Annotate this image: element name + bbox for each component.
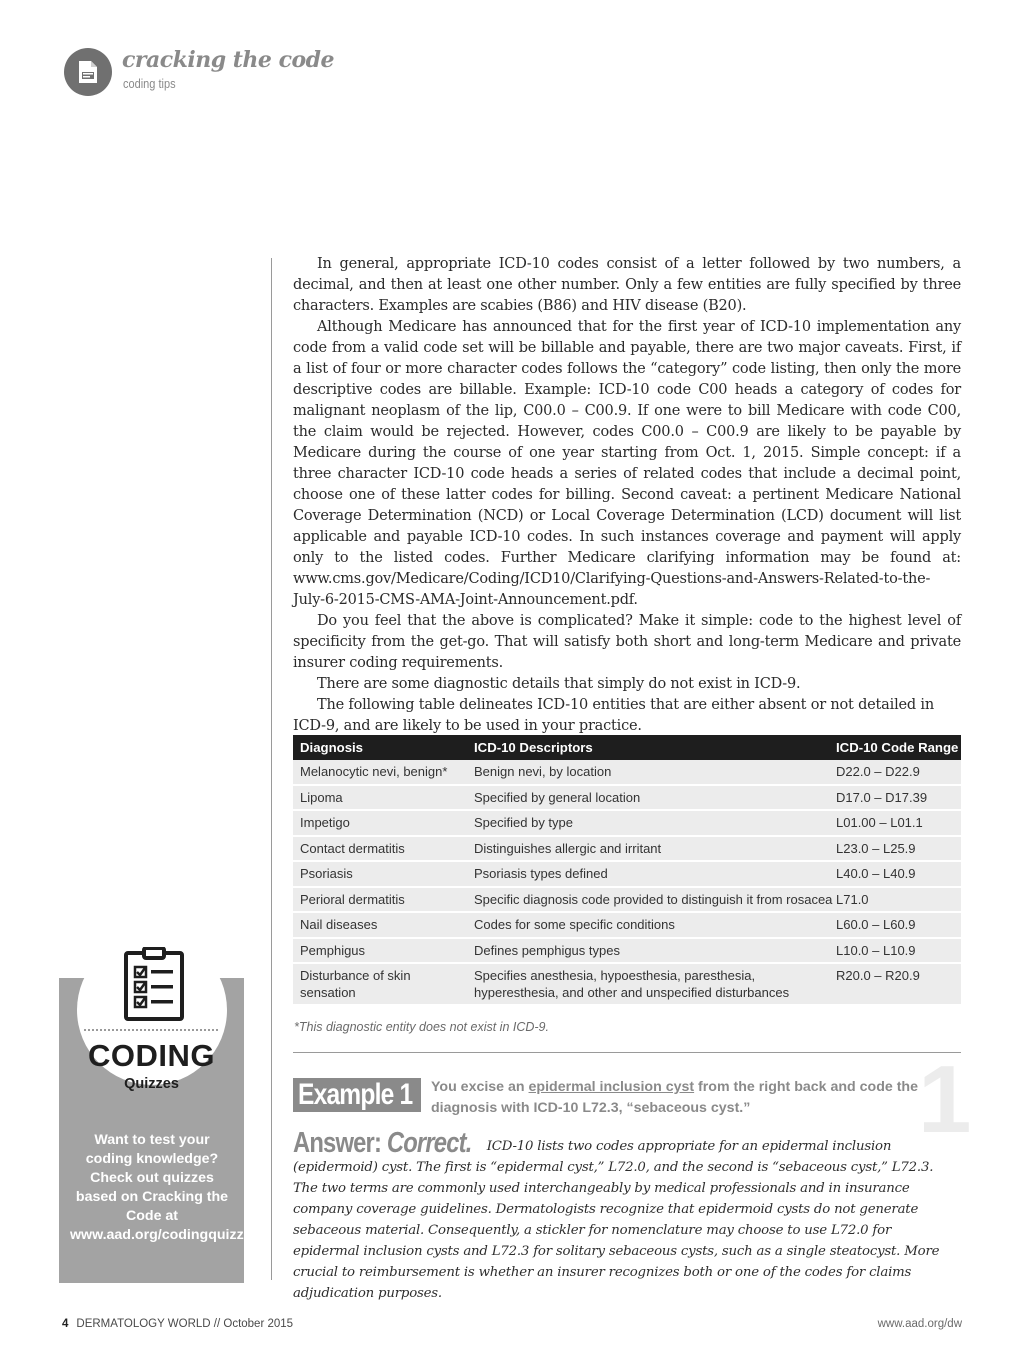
- cell-range: L40.0 – L40.9: [833, 861, 961, 887]
- quizzes-promo-text[interactable]: Want to test your coding knowledge? Check out quizzes based on Cracking the Code at www.aad.org/codingquizzes.: [70, 1132, 264, 1243]
- cell-descriptors: Specified by type: [467, 810, 833, 836]
- cell-descriptors: Specific diagnosis code provided to distinguish it from rosacea: [467, 887, 833, 913]
- example-badge-label: Example 1: [298, 1078, 413, 1111]
- example-number: 1: [918, 1046, 972, 1153]
- table-footnote: *This diagnostic entity does not exist in ICD-9.: [294, 1020, 549, 1034]
- cell-diagnosis: Melanocytic nevi, benign*: [293, 760, 467, 785]
- example-question: [431, 1077, 951, 1119]
- paragraph: Do you feel that the above is complicated? Make it simple: code to the highest level of specificity from the get-go. That will satisfy both short and long-term Medicare and private insurer coding requirements.: [293, 613, 961, 671]
- cell-range: D17.0 – D17.39: [833, 785, 961, 811]
- header-code-range: ICD-10 Code Range: [833, 735, 961, 760]
- paragraph: There are some diagnostic details that simply do not exist in ICD-9.: [317, 676, 801, 692]
- table-row: [293, 938, 961, 964]
- answer-verdict: Correct.: [386, 1127, 472, 1159]
- example-text-before: You excise an: [431, 1079, 529, 1095]
- footer-url[interactable]: www.aad.org/dw: [877, 1318, 962, 1330]
- cell-descriptors: Specified by general location: [467, 785, 833, 811]
- cell-descriptors: Distinguishes allergic and irritant: [467, 836, 833, 862]
- table-row: [293, 887, 961, 913]
- cell-diagnosis: Perioral dermatitis: [293, 887, 467, 913]
- table-row: [293, 760, 961, 785]
- paragraph: The following table delineates ICD-10 entities that are either absent or not detailed in ICD-9, and are likely to be used in your practice.: [293, 697, 934, 734]
- table-row: [293, 810, 961, 836]
- example-text-after: from the right back and code the diagnosis with ICD-10 L72.3, “sebaceous cyst.”: [431, 1079, 918, 1116]
- cell-range: L60.0 – L60.9: [833, 912, 961, 938]
- cell-descriptors: Benign nevi, by location: [467, 760, 833, 785]
- publication-info: DERMATOLOGY WORLD // October 2015: [76, 1318, 294, 1330]
- section-divider: [293, 1052, 961, 1053]
- table-header-row: [293, 735, 961, 760]
- header-descriptors: ICD-10 Descriptors: [467, 735, 833, 760]
- answer-text: ICD-10 lists two codes appropriate for an epidermal inclusion (epidermoid) cyst. The first is “epidermal cyst,” L72.0, and the second is “sebaceous cyst,” L72.3. The two terms are commonly used interchangeably by medical professionals and in insurance company coverage guidelines. Dermatologists recognize that epidermoid cysts do not generate sebaceous material. Consequently, a stickler for nomenclature may choose to use L72.0 for epidermal inclusion cysts and L72.3 for solitary sebaceous cysts, such as a single steatocyst. More crucial to reimbursement is whether an insurer recognizes both or one of the codes for claims adjudication purposes.: [293, 1139, 940, 1301]
- cell-diagnosis: Psoriasis: [293, 861, 467, 887]
- cell-diagnosis: Impetigo: [293, 810, 467, 836]
- article-body: [293, 254, 961, 737]
- cell-descriptors: Defines pemphigus types: [467, 938, 833, 964]
- cell-diagnosis: Disturbance of skin sensation: [293, 963, 467, 1005]
- section-subtitle: coding tips: [123, 77, 176, 91]
- cell-diagnosis: Contact dermatitis: [293, 836, 467, 862]
- page-number: 4: [62, 1318, 69, 1330]
- dotted-divider: [84, 1029, 218, 1031]
- table-row: [293, 861, 961, 887]
- column-divider: [271, 258, 272, 1280]
- section-title: cracking the code: [122, 47, 335, 73]
- answer-heading: [293, 1127, 472, 1159]
- cell-range: R20.0 – R20.9: [833, 963, 961, 1005]
- cell-range: L10.0 – L10.9: [833, 938, 961, 964]
- paragraph: Although Medicare has announced that for the first year of ICD-10 implementation any code from a valid code set will be billable and payable, there are two major caveats. First, if a list of four or more character codes follows the “category” code listing, then only the more descriptive codes are billable. Example: ICD-10 code C00 heads a category of codes for malignant neoplasm of the lip, C00.0 – C00.9. If one were to bill Medicare with code C00, the claim would be rejected. However, codes C00.0 – C00.9 are likely to be payable by Medicare during the course of one year starting from Oct. 1, 2015. Simple concept: if a three character ICD-10 code heads a series of related codes that include a decimal point, choose one of these latter codes for billing. Second caveat: a pertinent Medicare National Coverage Determination (NCD) or Local Coverage Determination (LCD) document will list applicable and payable ICD-10 codes. In such instances coverage and payment will apply only to the listed codes. Further Medicare clarifying information may be found at: www.cms.gov/Medicare/Coding/ICD10/Clarifying-Questions-and-Answers-Related-to-the-July-6-2015-CMS-AMA-Joint-Announcement.pdf.: [293, 319, 961, 608]
- cell-descriptors: Codes for some specific conditions: [467, 912, 833, 938]
- answer-label: Answer:: [293, 1127, 382, 1159]
- table-row: [293, 836, 961, 862]
- clipboard-checklist-icon: [123, 947, 185, 1026]
- table-row: [293, 785, 961, 811]
- table-row: [293, 912, 961, 938]
- cell-descriptors: Psoriasis types defined: [467, 861, 833, 887]
- cell-diagnosis: Pemphigus: [293, 938, 467, 964]
- table-row: [293, 963, 961, 1005]
- example-badge: [293, 1078, 421, 1112]
- icd10-table: [293, 735, 961, 1006]
- quizzes-subtitle: Quizzes: [124, 1076, 179, 1092]
- cell-diagnosis: Nail diseases: [293, 912, 467, 938]
- cell-descriptors: Specifies anesthesia, hypoesthesia, paresthesia, hyperesthesia, and other and unspecified disturbances: [467, 963, 833, 1005]
- paragraph: In general, appropriate ICD-10 codes consist of a letter followed by two numbers, a decimal, and then at least one other number. Only a few entities are fully specified by three characters. Examples are scabies (B86) and HIV disease (B20).: [293, 256, 961, 314]
- document-icon: [64, 48, 112, 96]
- cell-range: L01.00 – L01.1: [833, 810, 961, 836]
- header-diagnosis: Diagnosis: [293, 735, 467, 760]
- cell-range: L71.0: [833, 887, 961, 913]
- page-footer: [62, 1318, 293, 1330]
- cell-diagnosis: Lipoma: [293, 785, 467, 811]
- epidermal-inclusion-cyst-link[interactable]: epidermal inclusion cyst: [528, 1079, 695, 1095]
- coding-title: CODING: [88, 1038, 215, 1073]
- cell-range: D22.0 – D22.9: [833, 760, 961, 785]
- cell-range: L23.0 – L25.9: [833, 836, 961, 862]
- example-answer: [293, 1127, 961, 1304]
